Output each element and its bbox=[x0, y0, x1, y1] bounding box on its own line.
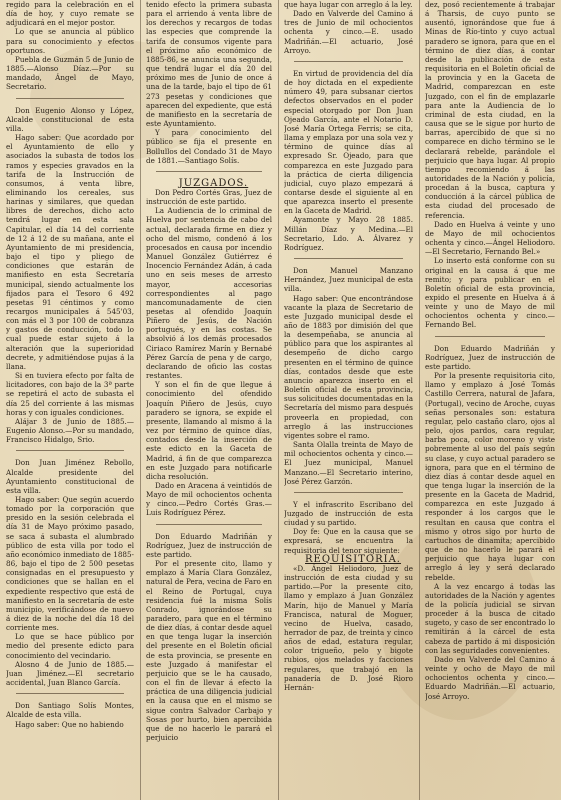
separator bbox=[435, 336, 545, 337]
paragraph: regido para la celebración en el día de hoy, y cuyo remate se adjudicará en el mejor postor. bbox=[6, 0, 134, 28]
paragraph: Alosno 4 de Junio de 1885.—Juan Jiménez.—El secretario accidental, Juan Blanco García. bbox=[6, 659, 134, 688]
separator bbox=[294, 492, 403, 493]
column-1 bbox=[6, 0, 134, 800]
paragraph: que haya lugar con arreglo á la ley. bbox=[284, 0, 413, 9]
paragraph: Hago saber: Que encontrándose vacante la plaza de Secretario de este Juzgado municipal desde el año de 1883 por dimisión del que la desempeñaba, se anuncia al público para que los aspirantes al desempeño de dicho cargo presenten en el término de quince días, contados desde que este anuncio aparezca inserto en el Boletín oficial de esta provincia, sus solicitudes documentadas en la Secretaría del mismo para después proveerla en propiedad, con arreglo á las instrucciones vigentes sobre el ramo. bbox=[284, 293, 413, 440]
notice-heading: Don Santiago Solís Montes, Alcalde de esta villa. bbox=[6, 701, 134, 720]
column-4 bbox=[425, 0, 555, 800]
notice-heading: Don Manuel Manzano Hernández, Juez municipal de esta villa. bbox=[284, 266, 413, 294]
separator bbox=[294, 258, 403, 259]
column-rule bbox=[419, 0, 420, 800]
column-rule bbox=[278, 0, 279, 800]
paragraph: Dado en Aracena á veintidós de Mayo de mil ochocientos ochenta y cinco.—Pedro Cortés Gras.—Luis Rodríguez Pérez. bbox=[146, 480, 272, 518]
paragraph: La Audiencia de lo criminal de Huelva por sentencia de cabo del actual, declarada firme en diez y ocho del mismo, condenó á los procesados en causa por incendio Manuel González Gutiérrez é Inocencio Fernández Adán, á cada uno en seis meses de arresto mayor, accesorias correspondientes al pago mancomunadamente de cien pesetas al ofendido Joaquín Piñero de Jesús, de Nación portugués, y en las costas. Se absolvió á los demás procesados Ciriaco Ramírez Marín y Bernabé Pérez García de pena y de cargo, declarando de oficio las costas restantes. bbox=[146, 206, 272, 381]
paragraph: Hago saber: Que acordado por el Ayuntamiento de ello y asociados la subasta de todos los ramos y especies gravados en la tarifa de la Instrucción de consumos, á venta libre, eliminando los cereales, sus harinas y similares, que quedan libres de derechos, dicho acto tendrá lugar en esta sala Capitular, el día 14 del corriente de 12 á 12 de su mañana, ante el Ayuntamiento de mi presidencia, bajo el tipo y pliego de condiciones que estarán de manifiesto en esta Secretaría municipal, siendo actualmente los fijados para el Tesoro 6 492 pesetas 91 céntimos y como recargos municipales á 545'03, con más el 3 por 100 de cobranza y gastos de conducción, todo lo cual puede estar sujeto á la alteración que la superioridad decrete, y admitiéndose pujas á la llana. bbox=[6, 133, 134, 371]
separator bbox=[16, 98, 124, 99]
paragraph: Puebla de Guzmán 5 de Junio de 1885.—Alonso Díaz.—Por su mandado, Ángel de Mayo, Secretario. bbox=[6, 54, 134, 92]
paragraph: Hago saber: Que no habiendo bbox=[15, 719, 124, 729]
separator bbox=[156, 524, 262, 525]
paragraph: dez, posó recientemente á trabajar á Tharsis, de cuyo punto se ausentó, ignorándose que fue á Minas de Río-tinto y cuyo actual paradero se ignora, para que en el término de diez días, á contar desde la publicación de esta requisitoria en el Boletín oficial de la provincia y en la Gaceta de Madrid, comparezcan en este Juzgado, con el fin de emplazarle para ante la Audiencia de lo criminal de esta ciudad, en la causa que se le sigue por hurto de barras, apercibido de que si no comparece en dicho término se le declarará rebelde, parándole el perjuicio que haya lugar. Al propio tiempo recomiendo á las autoridades de la Nación y policía, procedan á la busca, captura y conducción á la cárcel pública de esta ciudad del procesado de referencia. bbox=[425, 0, 555, 220]
section-title: JUZGADOS. bbox=[178, 177, 249, 189]
paragraph: A la vez encargo á todas las autoridades de la Nación y agentes de la policía judicial se sirvan proceder á la busca de citado sugeto, y caso de ser encontrado lo remitirán á la cárcel de esta cabeza de partido á mi disposición con las seguridades convenientes. bbox=[425, 581, 555, 655]
col1-top bbox=[6, 0, 134, 92]
notice-heading: Don Eugenio Alonso y López, Alcalde constitucional de esta villa. bbox=[6, 105, 134, 133]
paragraph: Ayamonte y Mayo 28 1885. Millán Díaz y Medina.—El Secretario, Ldo. A. Álvarez y Rodríguez. bbox=[284, 215, 413, 252]
column-2 bbox=[146, 0, 272, 800]
paragraph: Y el infrascrito Escribano del Juzgado de instrucción de esta ciudad y su partido. bbox=[284, 499, 413, 528]
paragraph: Si en tuviera efecto por falta de licitadores, con bajo de la 3ª parte se repetirá el acto de subasta el día 25 del corriente á las mismas horas y con iguales condiciones. bbox=[6, 371, 134, 417]
paragraph: Dado en Valverde del Camino á veinte y ocho de Mayo de mil ochocientos ochenta y cinco.—Eduardo Madriñán.—El actuario, José Arroyo. bbox=[425, 654, 555, 701]
column-rule bbox=[140, 0, 141, 800]
paragraph: Alájar 3 de Junio de 1885.—Eugenio Alonso.—Por su mandado, Francisco Hidalgo, Srio. bbox=[6, 416, 134, 445]
paragraph: Dado en Valverde del Camino á tres de Junio de mil ochocientos ochenta y cinco.—E. usado Madriñán.—El actuario, José Arroyo. bbox=[284, 9, 413, 55]
notice-heading: Don Juan Jiménez Rebollo, Alcalde presidente del Ayuntamiento constitucional de esta villa. bbox=[6, 458, 134, 495]
paragraph: Lo inserto está conforme con su original en la causa á que me remito; y para publicar en el Boletín oficial de esta provincia, expido el presente en Huelva á á veinte y uno de Mayo de mil ochocientos ochenta y cinco.—Fernando Bel. bbox=[425, 256, 555, 330]
paragraph: Y para conocimiento del público se fija el presente en Bollullos del Condado 31 de Mayo de 1881.—Santiago Solís. bbox=[146, 128, 272, 165]
paragraph: Lo que se anuncia al público para su conocimiento y efectos oportunos. bbox=[6, 27, 134, 55]
paragraph: Santa Olalla treinta de Mayo de mil ochocientos ochenta y cinco.—El Juez municipal, Manuel Manzano.—El Secretario interino, José Pérez Garzón. bbox=[284, 440, 413, 486]
separator bbox=[294, 61, 403, 62]
separator bbox=[156, 171, 262, 172]
paragraph: Por el presente cito, llamo y emplazo á María Clara González, natural de Pera, vecina de Faro en el Reino de Portugal, cuya residencia fué la misma Solís Conrado, ignorándose su paradero, para que en el término de diez días, á contar desde aquel en que tenga lugar la inserción del presente en el Boletín oficial de esta provincia, se presente en este Juzgado á manifestar el perjuicio que se le ha causado, con el fin de llevar á efecto la práctica de una diligencia judicial en la causa que en el mismo se sigue contra Salvador Carbajo y Sosas por hurto, bien apercibida que de no hacerlo le parará el perjuicio bbox=[146, 559, 272, 743]
column-3 bbox=[284, 0, 413, 800]
paragraph: Y son el fin de que llegue á conocimiento del ofendido Joaquín Piñero de Jesús, cuyo paradero se ignora, se expide el presente, llamando al mismo á la vez por término de quince días, contados desde la inserción de este edicto en la Gaceta de Madrid, á fin de que comparezca en este Juzgado para notificarle dicha resolución. bbox=[146, 380, 272, 481]
paragraph: Por la presente requisitoria cito, llamo y emplazo á José Tomás Castillo Cerrera, natural de Jafara, (Portugal), vecino de Aroche, cuyas señas personales son: estatura regular, pelo castaño claro, ojos al pelo, ojos pardos, cara regular, barba poca, color moreno y viste pobremente al uso del país según su clase, y cuyo actual paradero se ignora, para que en el término de diez días á contar desde aquel en que tenga lugar la inserción de la presente en la Gaceta de Madrid, comparezca en este Juzgado á responder á los cargos que le resultan en causa que contra el mismo y otros sigo por hurto de cartuchos de dinamita; apercibido que de no hacerlo le parará el perjuicio que haya lugar con arreglo á ley y será declarado rebelde. bbox=[425, 371, 555, 582]
paragraph: Hago saber: Que según acuerdo tomado por la corporación que presido en la sesión celebrada el día 31 de Mayo próximo pasado, se saca á subasta el alumbrado público de esta villa por todo el año económico inmediato de 1885-86, bajo el tipo de 2 500 pesetas consignadas en el presupuesto y condiciones que se hallan en el expediente respectivo que está de manifiesto en la secretaría de este municipio, verificándose de nuevo á diez de la noche del día 18 del corriente mes. bbox=[6, 494, 134, 633]
notice-heading: Don Pedro Cortés Gras, Juez de instrucción de este partido. bbox=[146, 187, 272, 207]
paragraph: Dado en Huelva á veinte y uno de Mayo de mil ochocientos ochenta y cinco.—Ángel Heliodoro.—El Secretario, Fernando Bel.» bbox=[425, 219, 555, 257]
paragraph: Lo que se hace público por medio del presente edicto para conocimiento del vecindario. bbox=[6, 632, 134, 660]
paragraph: En virtud de providencia del día de hoy dictada en el expediente número 49, para subsanar ciertos defectos observados en el poder especial otorgado por Don Juan Ojeado García, ante el Notario D. José María Ortega Ferris; se cita, llama y emplaza por una sola vez y término de quince días al expresado Sr. Ojeado, para que comparezca en este Juzgado para la práctica de cierta diligencia judicial, cuyo plazo empezará á contarse desde el siguiente al en que aparezca inserto el presente en la Gaceta de Madrid. bbox=[284, 68, 413, 216]
paragraph: «D. Ángel Heliodoro, Juez de instrucción de esta ciudad y su partido.—Por la presente cito, llamo y emplazo á Juan González Marín, hijo de Manuel y María Francisca, natural de Moguer, vecino de Huelva, casado, herrador de paz, de treinta y cinco años de edad, estatura regular, color trigueño, pelo y bigote rubios, ojos melados y facciones regulares, que trabajó en la panadería de D. José Rioro Hernán- bbox=[284, 563, 413, 692]
separator bbox=[16, 693, 124, 694]
notice-heading: Don Eduardo Madriñán y Rodríguez, Juez de instrucción de este partido. bbox=[146, 531, 272, 559]
requisitoria-title: REQUISITORIA. bbox=[305, 553, 401, 565]
separator bbox=[16, 450, 124, 451]
paragraph: tenido efecto la primera subasta para el arriendo á venta libre de los derechos y recargos de todas las especies que comprende la tarifa de consumos vigente para el próximo año económico de 1885-86, se anuncia una segunda, que tendrá lugar el día 20 del próximo mes de Junio de once á una de la tarde, bajo el tipo de 61 273 pesetas y condiciones que aparecen del expediente, que está de manifiesto en la secretaría de este Ayuntamiento. bbox=[146, 0, 272, 129]
paragraph: Doy fe: Que en la causa que se expresará, se encuentra la requisitoria del tenor siguiente: bbox=[284, 527, 413, 555]
notice-heading: Don Eduardo Madriñán y Rodríguez, Juez de instrucción de este partido. bbox=[425, 343, 555, 371]
